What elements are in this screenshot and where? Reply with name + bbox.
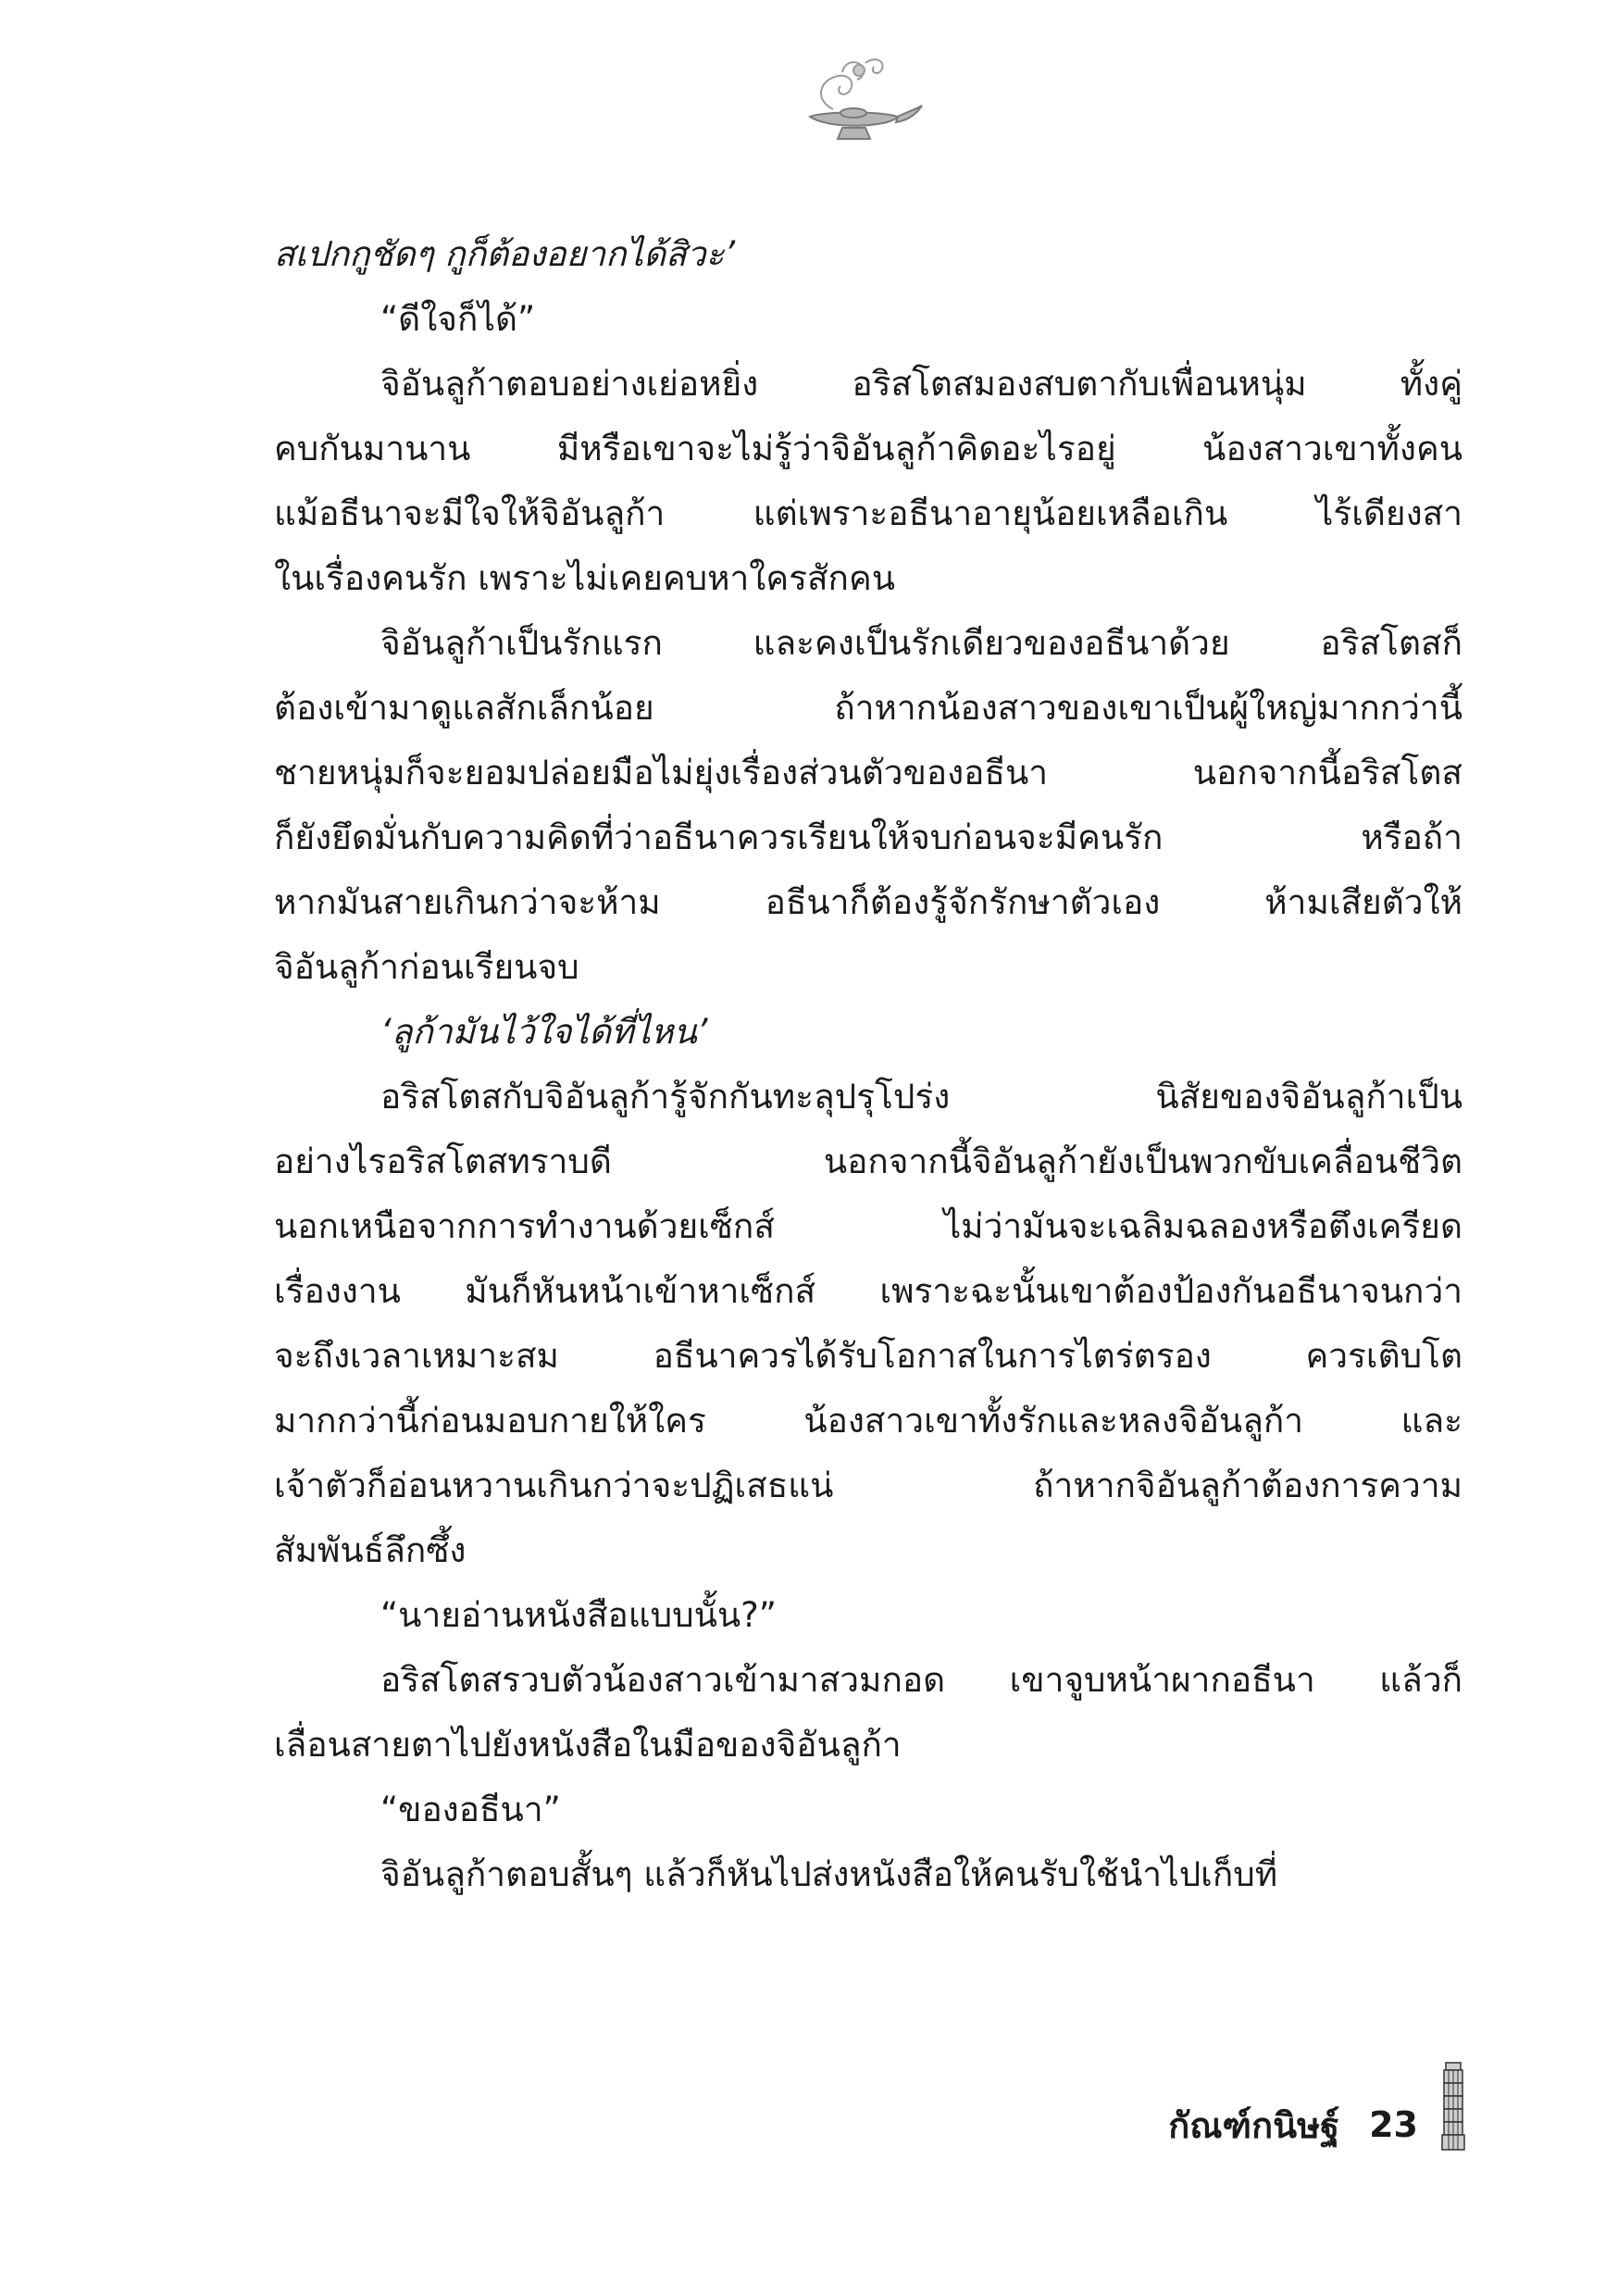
genie-lamp-icon bbox=[778, 54, 926, 146]
text-line: มากกว่านี้ก่อนมอบกายให้ใคร น้องสาวเขาทั้งรักและหลงจิอันลูก้า และ bbox=[274, 1401, 1462, 1441]
text-line: ก็ยังยึดมั่นกับความคิดที่ว่าอธีนาควรเรียนให้จบก่อนจะมีคนรัก หรือถ้า bbox=[274, 817, 1462, 857]
leaning-tower-icon bbox=[1438, 2059, 1470, 2153]
text-line: อริสโตสกับจิอันลูก้ารู้จักกันทะลุปรุโปร่ง นิสัยของจิอันลูก้าเป็น bbox=[380, 1077, 1462, 1117]
text-line: อย่างไรอริสโตสทราบดี นอกจากนี้จิอันลูก้ายังเป็นพวกขับเคลื่อนชีวิต bbox=[274, 1142, 1462, 1181]
text-line: เลื่อนสายตาไปยังหนังสือในมือของจิอันลูก้า bbox=[274, 1725, 902, 1765]
text-line: ‘ลูก้ามันไว้ใจได้ที่ไหน’ bbox=[380, 1012, 708, 1052]
text-line: เจ้าตัวก็อ่อนหวานเกินกว่าจะปฏิเสธแน่ ถ้าหากจิอันลูก้าต้องการความ bbox=[274, 1466, 1462, 1505]
text-line: สัมพันธ์ลึกซึ้ง bbox=[274, 1530, 467, 1570]
text-line: สเปกกูชัดๆ กูก็ต้องอยากได้สิวะ’ bbox=[274, 234, 736, 274]
text-line: อริสโตสรวบตัวน้องสาวเข้ามาสวมกอด เขาจูบหน้าผากอธีนา แล้วก็ bbox=[380, 1660, 1462, 1700]
text-line: แม้อธีนาจะมีใจให้จิอันลูก้า แต่เพราะอธีนาอายุน้อยเหลือเกิน ไร้เดียงสา bbox=[274, 493, 1462, 533]
book-title: กัณฑ์กนิษฐ์ bbox=[1168, 2104, 1340, 2146]
text-line: จิอันลูก้าเป็นรักแรก และคงเป็นรักเดียวของอธีนาด้วย อริสโตสก็ bbox=[380, 623, 1462, 663]
text-line: ต้องเข้ามาดูแลสักเล็กน้อย ถ้าหากน้องสาวของเขาเป็นผู้ใหญ่มากกว่านี้ bbox=[274, 688, 1462, 728]
text-line: หากมันสายเกินกว่าจะห้าม อธีนาก็ต้องรู้จักรักษาตัวเอง ห้ามเสียตัวให้ bbox=[274, 882, 1462, 922]
text-line: เรื่องงาน มันก็หันหน้าเข้าหาเซ็กส์ เพราะฉะนั้นเขาต้องป้องกันอธีนาจนกว่า bbox=[274, 1271, 1462, 1311]
text-line: จิอันลูก้าก่อนเรียนจบ bbox=[274, 947, 579, 987]
text-line: นอกเหนือจากการทำงานด้วยเซ็กส์ ไม่ว่ามันจะเฉลิมฉลองหรือตึงเครียด bbox=[274, 1206, 1462, 1246]
text-line: จะถึงเวลาเหมาะสม อธีนาควรได้รับโอกาสในการไตร่ตรอง ควรเติบโต bbox=[274, 1336, 1462, 1376]
text-line: “นายอ่านหนังสือแบบนั้น?” bbox=[380, 1595, 777, 1635]
text-line: จิอันลูก้าตอบอย่างเย่อหยิ่ง อริสโตสมองสบตากับเพื่อนหนุ่ม ทั้งคู่ bbox=[380, 364, 1462, 404]
text-line: ในเรื่องคนรัก เพราะไม่เคยคบหาใครสักคน bbox=[274, 558, 896, 598]
page-footer bbox=[1168, 2097, 1470, 2152]
text-line: ชายหนุ่มก็จะยอมปล่อยมือไม่ยุ่งเรื่องส่วนตัวของอธีนา นอกจากนี้อริสโตส bbox=[274, 753, 1462, 792]
text-line: จิอันลูก้าตอบสั้นๆ แล้วก็หันไปส่งหนังสือให้คนรับใช้นำไปเก็บที่ bbox=[380, 1854, 1278, 1894]
text-line: “ของอธีนา” bbox=[380, 1790, 561, 1829]
text-line: คบกันมานาน มีหรือเขาจะไม่รู้ว่าจิอันลูก้าคิดอะไรอยู่ น้องสาวเขาทั้งคน bbox=[274, 429, 1462, 468]
page-number: 23 bbox=[1369, 2104, 1418, 2145]
text-line: “ดีใจก็ได้” bbox=[380, 299, 536, 339]
body-text bbox=[274, 222, 1462, 1907]
